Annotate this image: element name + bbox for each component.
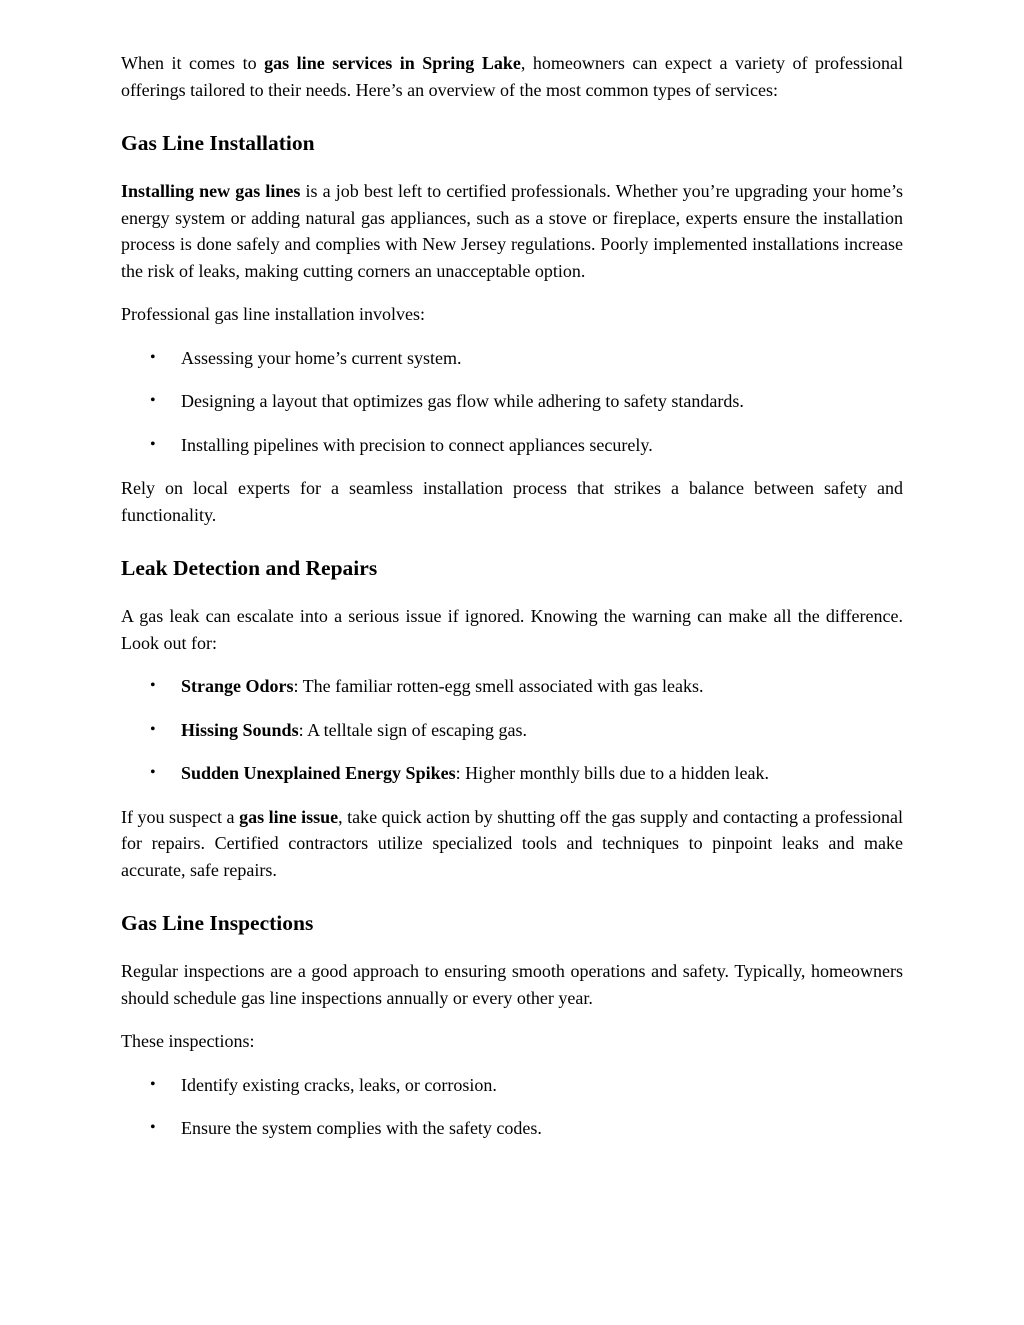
list-item-text: Installing pipelines with precision to connect appliances securely.: [181, 434, 653, 455]
list-item-bold-label: Strange Odors: [181, 676, 294, 696]
installation-steps-list: [121, 345, 903, 459]
bullet-icon: •: [150, 435, 156, 453]
list-item: [121, 432, 903, 459]
list-item: [121, 717, 903, 744]
bullet-icon: •: [150, 348, 156, 366]
installation-closing-paragraph: Rely on local experts for a seamless installation process that strikes a balance between safety and functionality.: [121, 478, 903, 525]
inspections-list: [121, 1072, 903, 1142]
bullet-icon: •: [150, 1075, 156, 1093]
heading-leak-detection: Leak Detection and Repairs: [121, 556, 378, 580]
list-item-text: Designing a layout that optimizes gas flow while adhering to safety standards.: [181, 391, 744, 411]
intro-text-pre: When it comes to: [121, 53, 265, 73]
installation-paragraph: [121, 178, 903, 284]
list-item-text: : A telltale sign of escaping gas.: [298, 719, 528, 740]
list-item-text: Ensure the system complies with the safety codes.: [181, 1118, 542, 1138]
list-item: [121, 345, 903, 372]
list-item-text: Identify existing cracks, leaks, or corrosion.: [181, 1074, 497, 1095]
leak-action-bold-text: gas line issue: [239, 806, 339, 827]
heading-gas-line-inspections: Gas Line Inspections: [121, 911, 314, 935]
list-item-bold-label: Hissing Sounds: [181, 719, 299, 740]
list-item: [121, 673, 903, 700]
installation-text-rest: is a job best left to certified professionals. Whether you’re upgrading your home’s energy system or adding natural gas appliances, such as a stove or fireplace, experts ensure the installation process is done safely and complies with New Jersey regulations. Poorly implemented installations increase the risk of leaks, making cutting corners an unacceptable option.: [121, 181, 903, 281]
intro-bold-link-text: gas line services in Spring Lake: [264, 53, 521, 73]
list-item: [121, 1115, 903, 1142]
leak-signs-list: [121, 673, 903, 787]
bullet-icon: •: [150, 720, 156, 738]
leak-action-text-pre: If you suspect a: [121, 806, 240, 827]
bullet-icon: •: [150, 677, 156, 694]
list-item-text: : The familiar rotten-egg smell associated with gas leaks.: [293, 676, 704, 696]
bullet-icon: •: [150, 764, 156, 781]
leak-intro-paragraph: A gas leak can escalate into a serious issue if ignored. Knowing the warning can make all the difference. Look out for:: [121, 606, 903, 653]
list-item: [121, 760, 903, 787]
intro-paragraph: [121, 50, 903, 103]
intro-text-post: , homeowners can expect a variety of professional offerings tailored to their needs. Here’s an overview of the most common types of services:: [121, 53, 904, 100]
bullet-icon: •: [150, 392, 156, 409]
inspections-paragraph: Regular inspections are a good approach to ensuring smooth operations and safety. Typically, homeowners should schedule gas line inspections annually or every other year.: [121, 961, 903, 1008]
leak-action-paragraph: [121, 804, 903, 884]
installation-involves-paragraph: Professional gas line installation involves:: [121, 304, 425, 324]
heading-gas-line-installation: Gas Line Installation: [121, 131, 315, 155]
bullet-icon: •: [150, 1119, 156, 1136]
installation-bold-text: Installing new gas lines: [121, 181, 301, 201]
list-item: [121, 388, 903, 415]
list-item-text: : Higher monthly bills due to a hidden leak.: [455, 763, 770, 783]
list-item-bold-label: Sudden Unexplained Energy Spikes: [181, 763, 456, 783]
inspections-intro-paragraph: These inspections:: [121, 1031, 255, 1051]
list-item-text: Assessing your home’s current system.: [181, 347, 462, 368]
leak-action-text-post: , take quick action by shutting off the gas supply and contacting a professional for repairs. Certified contractors utilize specialized tools and techniques to pinpoint leaks and make accurate, safe repairs.: [121, 806, 903, 880]
list-item: [121, 1072, 903, 1099]
